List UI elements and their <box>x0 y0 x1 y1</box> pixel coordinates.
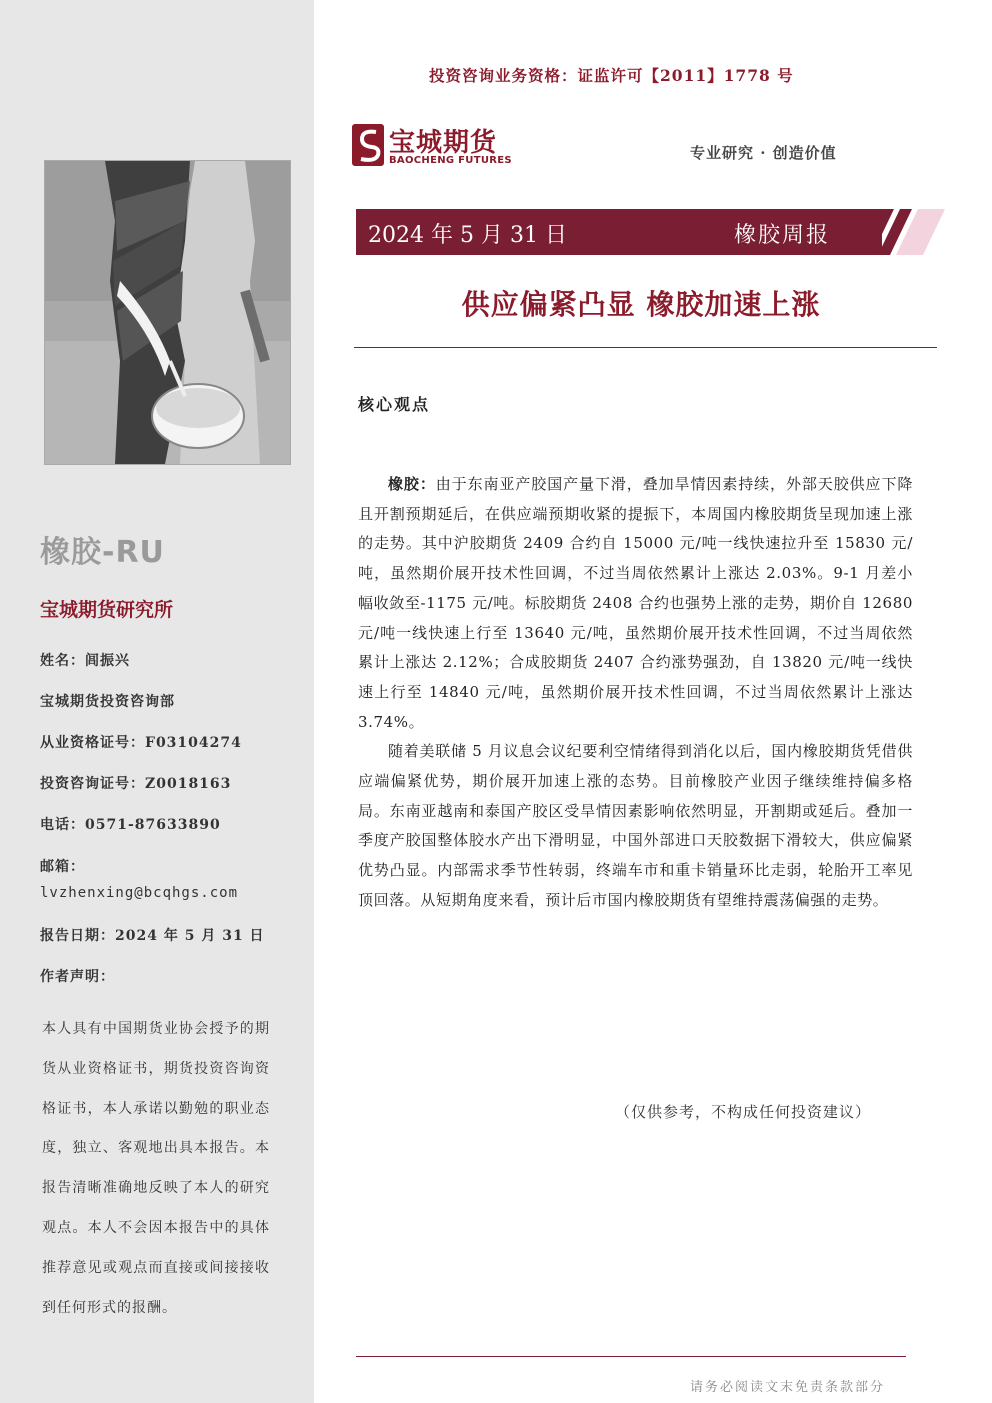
paragraph-2: 随着美联储 5 月议息会议纪要利空情绪得到消化以后，国内橡胶期货凭借供应端偏紧优势，期价展开加速上涨的态势。目前橡胶产业因子继续维持偏多格局。东南亚越南和泰国产胶区受旱情因素影响依然明显，开割期或延后。叠加一季度产胶国整体胶水产出下滑明显，中国外部进口天胶数据下滑较大，供应偏紧优势凸显。内部需求季节性转弱，终端车市和重卡销量环比走弱，轮胎开工率见顶回落。从短期角度来看，预计后市国内橡胶期货有望维持震荡偏强的走势。 <box>358 742 913 909</box>
license-note: 投资咨询业务资格：证监许可【2011】1778 号 <box>429 66 794 85</box>
report-banner <box>356 209 882 255</box>
report-type: 橡胶周报 <box>734 223 831 248</box>
phone: 电话：0571-87633890 <box>40 817 221 833</box>
disclaimer: （仅供参考，不构成任何投资建议） <box>615 1103 872 1121</box>
title-divider <box>354 347 937 348</box>
qualification-number: 从业资格证号：F03104274 <box>40 735 242 751</box>
department: 宝城期货投资咨询部 <box>40 694 175 710</box>
report-title: 供应偏紧凸显 橡胶加速上涨 <box>461 288 821 321</box>
rubber-tree-photo <box>44 160 291 465</box>
logo-text-cn: 宝城期货 <box>389 128 498 158</box>
footer-divider <box>356 1356 906 1357</box>
banner-stripes-decoration <box>860 209 945 255</box>
report-body <box>358 470 913 916</box>
paragraph-1-lead: 橡胶： <box>388 475 436 493</box>
email-label: 邮箱： <box>40 859 85 875</box>
footer-note: 请务必阅读文末免责条款部分 <box>690 1380 886 1395</box>
company-logo <box>350 122 520 170</box>
email-link[interactable]: lvzhenxing@bcqhgs.com <box>40 885 239 901</box>
slogan: 专业研究 · 创造价值 <box>690 144 837 162</box>
paragraph-1-text: 由于东南亚产胶国产量下滑，叠加旱情因素持续，外部天胶供应下降且开割预期延后，在供应端预期收紧的提振下，本周国内橡胶期货呈现加速上涨的走势。其中沪胶期货 2409 合约自 15000 元/吨一线快速拉升至 15830 元/吨，虽然期价展开技术性回调，不过当周依然累计上涨达 2.03%。9-1 月差小幅收敛至-1175 元/吨。标胶期货 2408 合约也强势上涨的走势，期价自 12680 元/吨一线快速上行至 13640 元/吨，虽然期价展开技术性回调，不过当周依然累计上涨达 2.12%；合成胶期货 2407 合约涨势强劲，自 13820 元/吨一线快速上行至 14840 元/吨，虽然期价展开技术性回调，不过当周依然累计上涨达 3.74%。 <box>358 475 913 731</box>
sidebar <box>0 0 314 1403</box>
statement-label: 作者声明： <box>40 969 115 985</box>
logo-text-en: BAOCHENG FUTURES <box>389 155 512 166</box>
research-institute: 宝城期货研究所 <box>40 599 174 621</box>
report-date: 报告日期：2024 年 5 月 31 日 <box>40 928 265 944</box>
section-core-view: 核心观点 <box>358 395 431 414</box>
consulting-number: 投资咨询证号：Z0018163 <box>40 776 232 792</box>
author-statement: 本人具有中国期货业协会授予的期货从业资格证书，期货投资咨询资格证书，本人承诺以勤勉的职业态度，独立、客观地出具本报告。本报告清晰准确地反映了本人的研究观点。本人不会因本报告中的具体推荐意见或观点而直接或间接接收到任何形式的报酬。 <box>42 1021 270 1316</box>
report-banner-date: 2024 年 5 月 31 日 <box>368 223 567 248</box>
paragraph-1 <box>358 470 913 737</box>
analyst-name: 姓名：闾振兴 <box>40 653 130 669</box>
logo-emblem-icon <box>350 122 388 170</box>
product-title: 橡胶-RU <box>40 535 165 570</box>
